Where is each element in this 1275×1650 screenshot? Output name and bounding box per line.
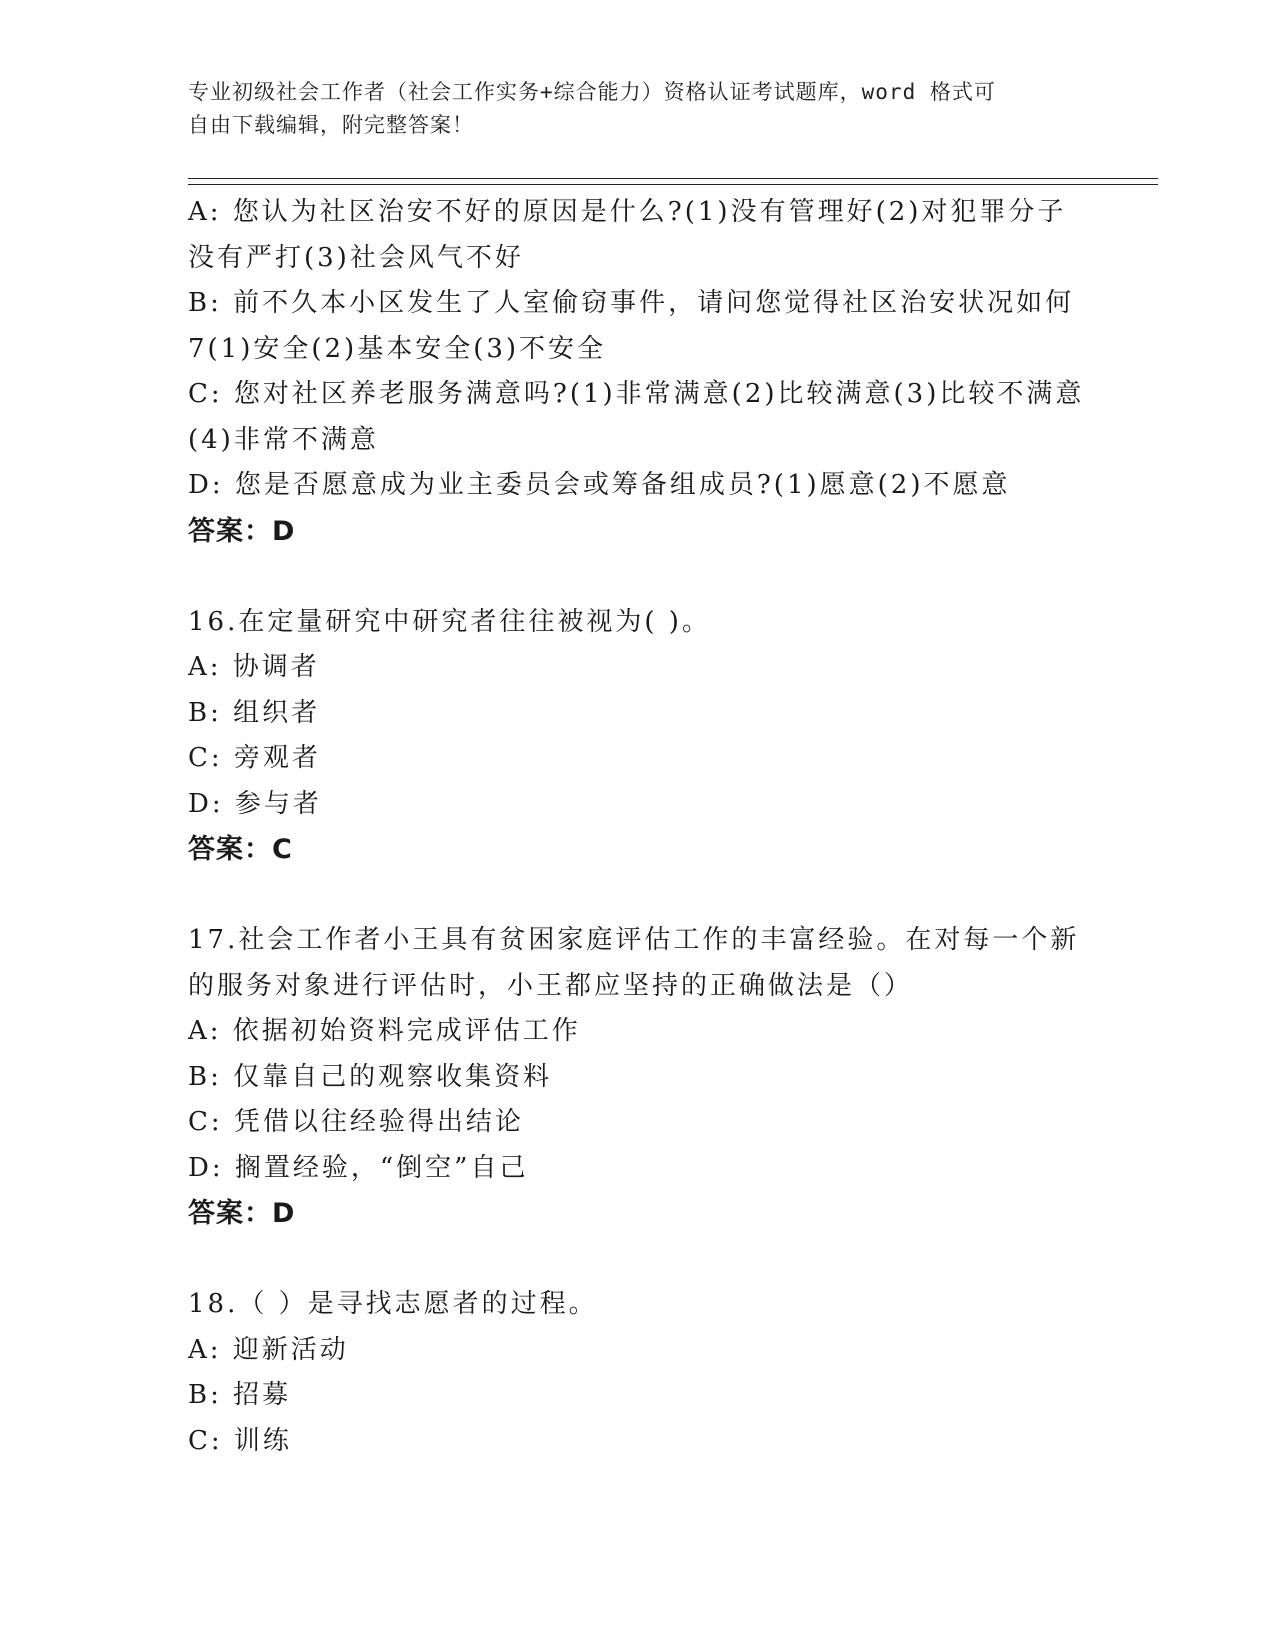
question-15-block — [188, 190, 1088, 554]
header-line-1: 专业初级社会工作者（社会工作实务+综合能力）资格认证考试题库，word 格式可 — [188, 80, 996, 104]
q18-option-b: B: 招募 — [188, 1380, 292, 1410]
question-18-block — [188, 1282, 1088, 1464]
q15-option-d: D: 您是否愿意成为业主委员会或筹备组成员?(1)愿意(2)不愿意 — [188, 470, 1011, 500]
q15-option-b-line-1: B: 前不久本小区发生了人室偷窃事件，请问您觉得社区治安状况如何 — [188, 288, 1075, 318]
q17-option-c: C: 凭借以往经验得出结论 — [188, 1107, 524, 1137]
q17-question-line-1: 17.社会工作者小王具有贫困家庭评估工作的丰富经验。在对每一个新 — [188, 925, 1080, 955]
question-16-block — [188, 600, 1088, 873]
q15-option-c-line-1: C: 您对社区养老服务满意吗?(1)非常满意(2)比较满意(3)比较不满意 — [188, 379, 1085, 409]
q15-answer: 答案：D — [188, 515, 296, 547]
header-line-2: 自由下载编辑，附完整答案！ — [188, 113, 474, 137]
q15-option-a-line-2: 没有严打(3)社会风气不好 — [188, 242, 524, 273]
q18-option-c: C: 训练 — [188, 1425, 292, 1456]
q17-option-b: B: 仅靠自己的观察收集资料 — [188, 1061, 553, 1092]
question-content — [188, 190, 1088, 1464]
q18-option-a: A: 迎新活动 — [188, 1334, 349, 1365]
q16-option-b: B: 组织者 — [188, 697, 321, 728]
q18-question: 18.（ ）是寻找志愿者的过程。 — [188, 1289, 598, 1319]
q15-option-c-line-2: (4)非常不满意 — [188, 424, 379, 455]
q16-option-c: C: 旁观者 — [188, 743, 321, 773]
question-17-block — [188, 918, 1088, 1237]
q16-answer: 答案：C — [188, 834, 293, 865]
header-divider-bottom — [188, 184, 1158, 185]
q17-option-d: D: 搁置经验，“倒空”自己 — [188, 1152, 529, 1183]
q17-answer: 答案：D — [188, 1198, 296, 1229]
q17-option-a: A: 依据初始资料完成评估工作 — [188, 1016, 581, 1046]
document-header — [188, 76, 1088, 142]
q16-option-d: D: 参与者 — [188, 788, 322, 819]
q16-question: 16.在定量研究中研究者往往被视为( )。 — [188, 606, 711, 637]
q15-option-b-line-2: 7(1)安全(2)基本安全(3)不安全 — [188, 333, 607, 364]
header-divider-top — [188, 178, 1158, 179]
q15-option-a-line-1: A: 您认为社区治安不好的原因是什么?(1)没有管理好(2)对犯罪分子 — [188, 197, 1067, 227]
q17-question-line-2: 的服务对象进行评估时，小王都应坚持的正确做法是（） — [188, 970, 914, 1001]
q16-option-a: A: 协调者 — [188, 652, 320, 682]
